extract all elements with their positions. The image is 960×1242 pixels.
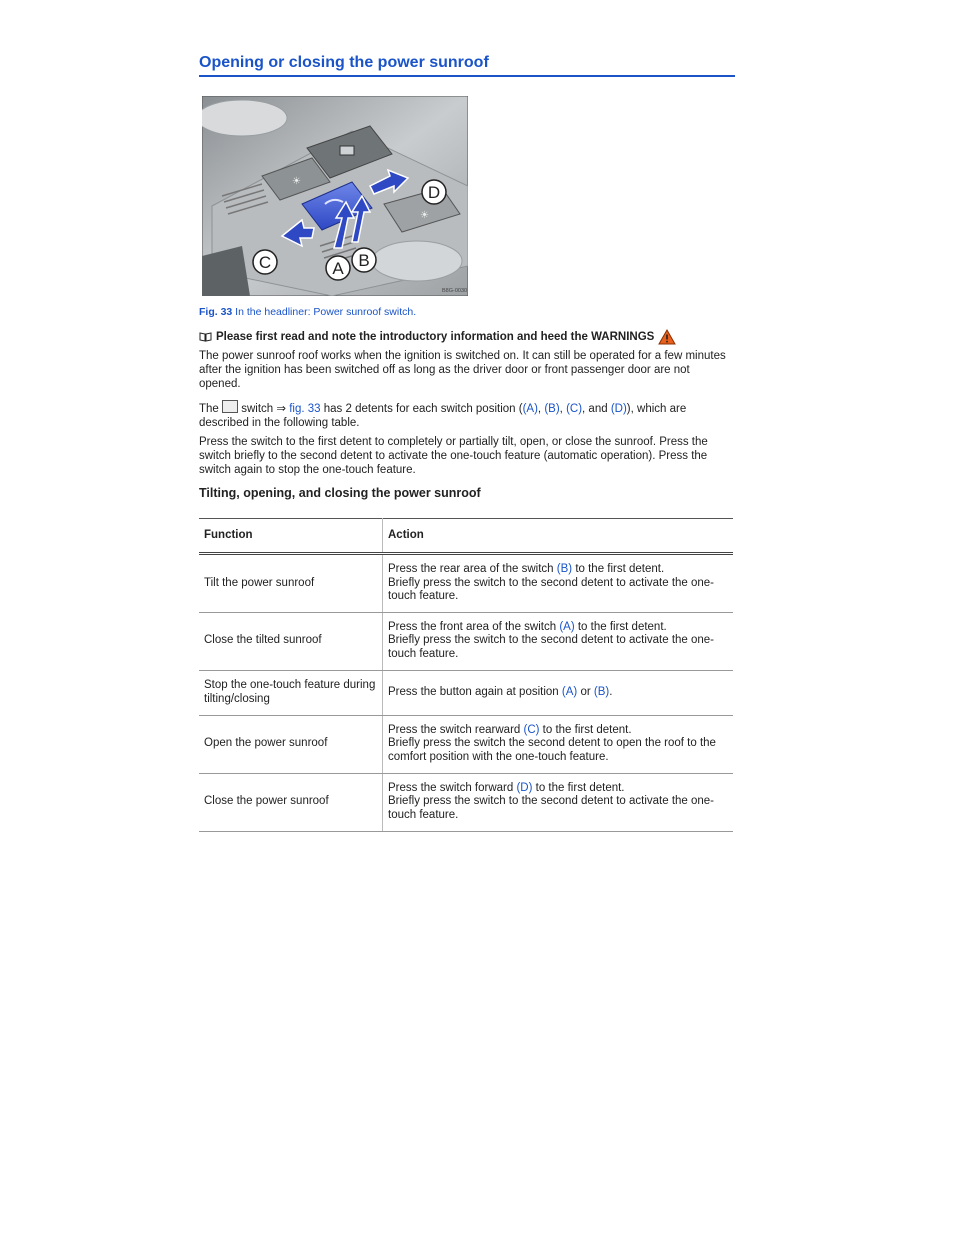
label-d: D xyxy=(427,183,441,202)
cell-function: Open the power sunroof xyxy=(199,715,383,773)
cell-function: Close the power sunroof xyxy=(199,773,383,831)
caption-figure-number: Fig. 33 xyxy=(199,306,233,318)
cell-function: Close the tilted sunroof xyxy=(199,612,383,670)
figure-sunroof-switch xyxy=(202,96,468,296)
cell-action: Press the switch rearward (C) to the first detent. Briefly press the switch the second detent to open the roof to the comfort position with the one-touch feature. xyxy=(383,715,734,773)
intro-note xyxy=(199,329,676,345)
cell-function: Tilt the power sunroof xyxy=(199,554,383,613)
sunroof-switch-icon xyxy=(222,400,238,413)
cell-action: Press the rear area of the switch (B) to the first detent. Briefly press the switch to the second detent to activate the one-touch feature. xyxy=(383,554,734,613)
table-row xyxy=(199,612,733,670)
table-row xyxy=(199,670,733,715)
svg-text:☀: ☀ xyxy=(420,210,429,221)
caption-text: In the headliner: Power sunroof switch. xyxy=(232,306,417,318)
figure-caption xyxy=(199,306,416,318)
cell-action: Press the button again at position (A) or (B). xyxy=(383,670,734,715)
figure-link[interactable]: fig. 33 xyxy=(289,403,321,415)
header-action: Action xyxy=(383,519,734,554)
label-a: A xyxy=(332,259,344,278)
page-title: Opening or closing the power sunroof xyxy=(199,54,735,77)
label-c: C xyxy=(258,253,272,272)
table-row xyxy=(199,554,733,613)
paragraph-2: The switch ⇒ fig. 33 has 2 detents for each switch position ((A), (B), (C), and (D)), which are described in the following table. xyxy=(199,400,733,430)
header-function: Function xyxy=(199,519,383,554)
section-heading: Tilting, opening, and closing the power sunroof xyxy=(199,486,481,500)
table-header-row xyxy=(199,519,733,554)
paragraph-1: The power sunroof roof works when the ignition is switched on. It can still be operated for a few minutes after the ignition has been switched off as long as the driver door or front passenger door are not opened. xyxy=(199,350,726,390)
sunroof-function-table xyxy=(199,518,733,832)
table-row xyxy=(199,773,733,831)
paragraph-3: Press the switch to the first detent to completely or partially tilt, open, or close the sunroof. Press the switch briefly to the second detent to activate the one-touch feature (automatic operation). Press the switch again to stop the one-touch feature. xyxy=(199,436,708,476)
intro-text: Please first read and note the introductory information and heed the WARNINGS xyxy=(216,331,655,343)
sunroof-switch-illustration xyxy=(202,96,468,296)
label-b: B xyxy=(358,251,370,270)
cell-action: Press the switch forward (D) to the first detent. Briefly press the switch to the second detent to activate the one-touch feature. xyxy=(383,773,734,831)
figure-code: B8G-0030 xyxy=(442,288,468,294)
cell-function: Stop the one-touch feature during tilting/closing xyxy=(199,670,383,715)
warning-icon xyxy=(658,329,676,345)
table-row xyxy=(199,715,733,773)
cell-action: Press the front area of the switch (A) to the first detent. Briefly press the switch to the second detent to activate the one-touch feature. xyxy=(383,612,734,670)
book-icon xyxy=(199,332,212,342)
svg-text:☀: ☀ xyxy=(292,176,301,187)
